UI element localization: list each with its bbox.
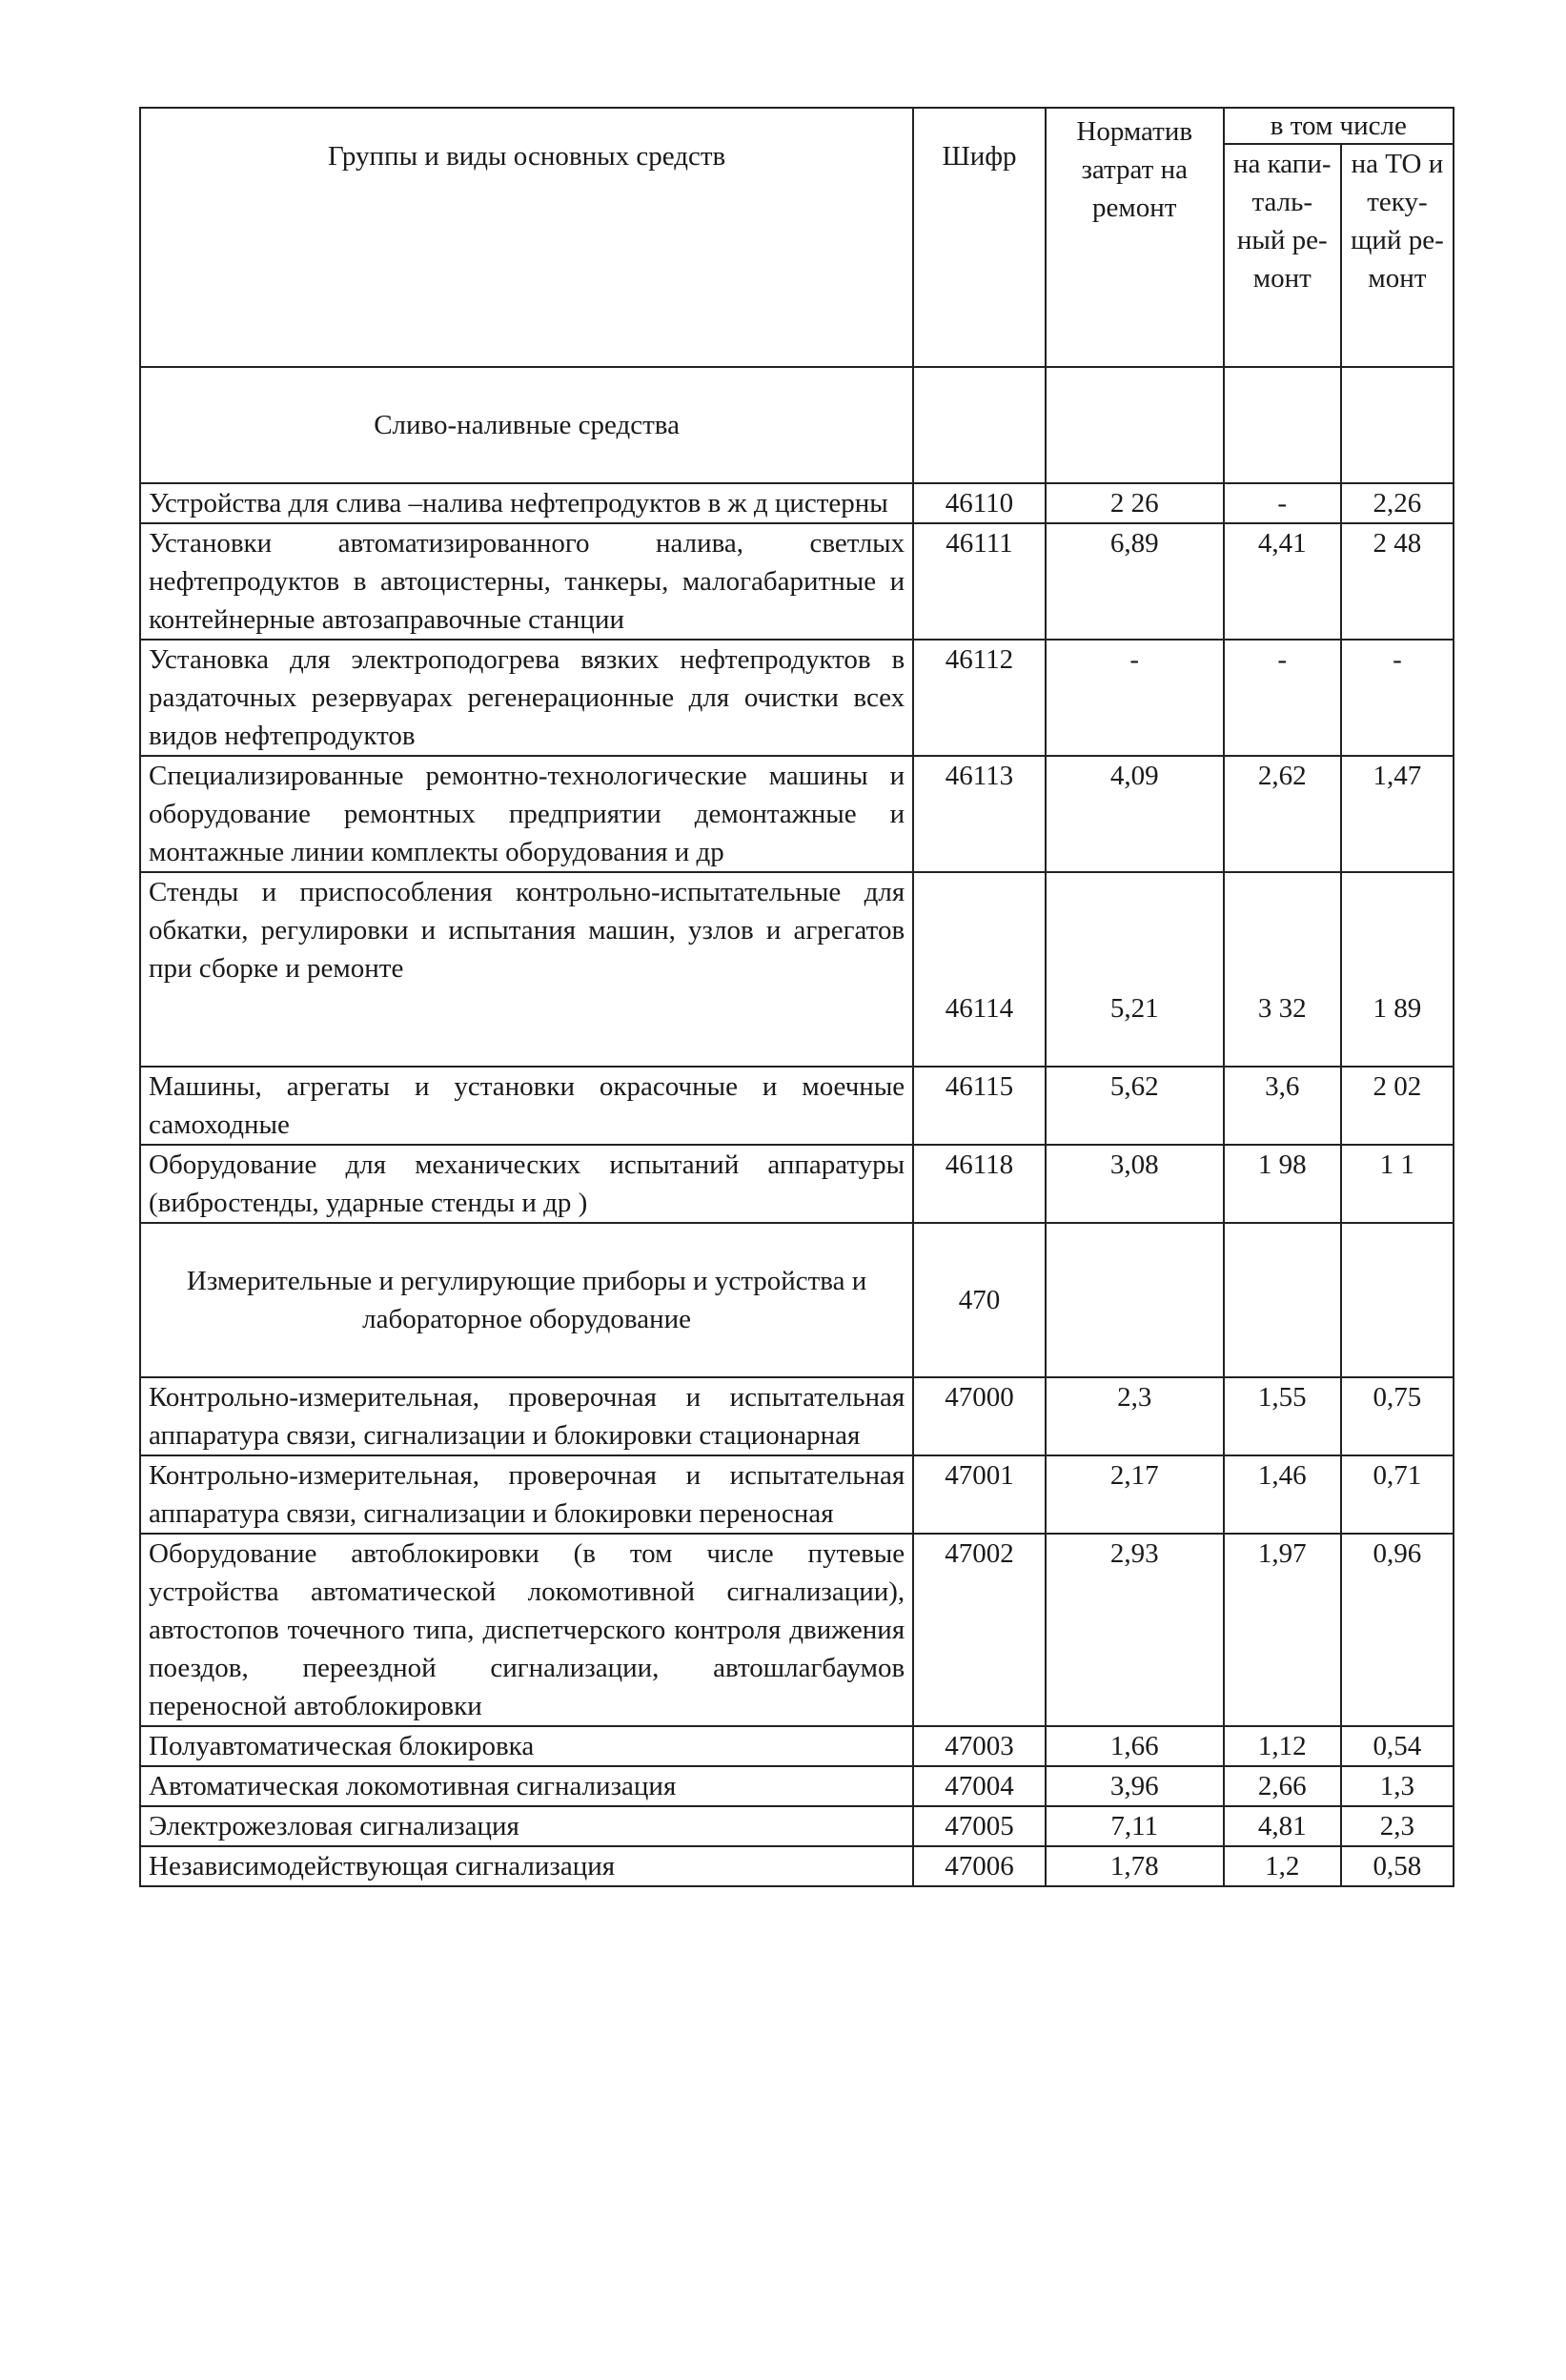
row-current: 0,75 — [1341, 1377, 1454, 1455]
row-norm: 3,96 — [1046, 1766, 1224, 1806]
header-capital-repair: на капи-таль-ный ре-монт — [1224, 144, 1341, 367]
row-name: Оборудование автоблокировки (в том числе путевые устройства автоматической локомотивной сигнализации), автостопов точечного типа, диспетчерского контроля движения поездов, переездной сигнализации, автошлагбаумов переносной автоблокировки — [140, 1534, 913, 1726]
row-name: Автоматическая локомотивная сигнализация — [140, 1766, 913, 1806]
row-name: Контрольно-измерительная, проверочная и испытательная аппаратура связи, сигнализации и блокировки стационарная — [140, 1377, 913, 1455]
row-capital: 3 32 — [1224, 872, 1341, 1067]
row-norm: 7,11 — [1046, 1806, 1224, 1846]
row-capital: 1,97 — [1224, 1534, 1341, 1726]
row-code: 46114 — [913, 872, 1046, 1067]
row-code: 47000 — [913, 1377, 1046, 1455]
header-current-repair: на ТО и теку-щий ре-монт — [1341, 144, 1454, 367]
row-norm: 2,17 — [1046, 1455, 1224, 1534]
section-title-text: Измерительные и регулирующие приборы и устройства и лабораторное оборудование — [186, 1266, 867, 1334]
table-row — [140, 483, 1454, 523]
row-capital: 1 98 — [1224, 1145, 1341, 1223]
row-current: 0,58 — [1341, 1846, 1454, 1886]
table-row — [140, 1846, 1454, 1886]
table-row — [140, 1726, 1454, 1766]
row-current: 1 1 — [1341, 1145, 1454, 1223]
row-capital: 4,41 — [1224, 523, 1341, 640]
table-row — [140, 1145, 1454, 1223]
table-row — [140, 1455, 1454, 1534]
row-name: Устройства для слива –налива нефтепродуктов в ж д цистерны — [140, 483, 913, 523]
row-current: 1 89 — [1341, 872, 1454, 1067]
row-code: 46111 — [913, 523, 1046, 640]
row-name: Электрожезловая сигнализация — [140, 1806, 913, 1846]
row-code: 46112 — [913, 640, 1046, 756]
row-capital: - — [1224, 640, 1341, 756]
row-norm: 1,66 — [1046, 1726, 1224, 1766]
header-name: Группы и виды основных средств — [140, 108, 913, 367]
row-capital: - — [1224, 483, 1341, 523]
table-row — [140, 872, 1454, 1067]
section-code — [913, 367, 1046, 483]
row-norm: 2,93 — [1046, 1534, 1224, 1726]
row-name: Машины, агрегаты и установки окрасочные и моечные самоходные — [140, 1067, 913, 1145]
row-norm: 1,78 — [1046, 1846, 1224, 1886]
row-norm: 5,21 — [1046, 872, 1224, 1067]
row-code: 47005 — [913, 1806, 1046, 1846]
row-norm: 3,08 — [1046, 1145, 1224, 1223]
row-name: Полуавтоматическая блокировка — [140, 1726, 913, 1766]
row-norm: - — [1046, 640, 1224, 756]
table-row — [140, 523, 1454, 640]
row-capital: 4,81 — [1224, 1806, 1341, 1846]
row-name: Установки автоматизированного налива, светлых нефтепродуктов в автоцистерны, танкеры, малогабаритные и контейнерные автозаправочные станции — [140, 523, 913, 640]
header-code: Шифр — [913, 108, 1046, 367]
row-current: 0,71 — [1341, 1455, 1454, 1534]
table-row — [140, 1067, 1454, 1145]
row-current: 2 48 — [1341, 523, 1454, 640]
row-code: 47004 — [913, 1766, 1046, 1806]
row-current: 2 02 — [1341, 1067, 1454, 1145]
table-row — [140, 756, 1454, 872]
row-code: 46113 — [913, 756, 1046, 872]
row-code: 47002 — [913, 1534, 1046, 1726]
row-current: 1,3 — [1341, 1766, 1454, 1806]
row-capital: 2,62 — [1224, 756, 1341, 872]
row-code: 47006 — [913, 1846, 1046, 1886]
row-current: 2,3 — [1341, 1806, 1454, 1846]
row-name: Специализированные ремонтно-технологические машины и оборудование ремонтных предприятии демонтажные и монтажные линии комплекты оборудования и др — [140, 756, 913, 872]
header-norm: Норматив затрат на ремонт — [1046, 108, 1224, 367]
table-row — [140, 640, 1454, 756]
row-norm: 6,89 — [1046, 523, 1224, 640]
row-name: Независимодействующая сигнализация — [140, 1846, 913, 1886]
row-norm: 4,09 — [1046, 756, 1224, 872]
table-row — [140, 1766, 1454, 1806]
row-current: 0,54 — [1341, 1726, 1454, 1766]
row-capital: 3,6 — [1224, 1067, 1341, 1145]
row-code: 46115 — [913, 1067, 1046, 1145]
row-current: 2,26 — [1341, 483, 1454, 523]
row-name: Стенды и приспособления контрольно-испытательные для обкатки, регулировки и испытания машин, узлов и агрегатов при сборке и ремонте — [140, 872, 913, 1067]
repair-norms-table — [139, 107, 1454, 1887]
table-row — [140, 1534, 1454, 1726]
header-including: в том числе — [1224, 108, 1454, 144]
row-norm: 2,3 — [1046, 1377, 1224, 1455]
row-capital: 1,46 — [1224, 1455, 1341, 1534]
section-title: Сливо-наливные средства — [140, 367, 913, 483]
section-code: 470 — [913, 1223, 1046, 1377]
row-capital: 1,55 — [1224, 1377, 1341, 1455]
row-current: 1,47 — [1341, 756, 1454, 872]
row-name: Установка для электроподогрева вязких нефтепродуктов в раздаточных резервуарах регенерационные для очистки всех видов нефтепродуктов — [140, 640, 913, 756]
table-row — [140, 1806, 1454, 1846]
section-title — [140, 1223, 913, 1377]
row-capital: 1,12 — [1224, 1726, 1341, 1766]
row-code: 47001 — [913, 1455, 1046, 1534]
row-code: 46118 — [913, 1145, 1046, 1223]
row-capital: 2,66 — [1224, 1766, 1341, 1806]
row-code: 46110 — [913, 483, 1046, 523]
table-row — [140, 1377, 1454, 1455]
row-norm: 5,62 — [1046, 1067, 1224, 1145]
row-code: 47003 — [913, 1726, 1046, 1766]
row-norm: 2 26 — [1046, 483, 1224, 523]
row-name: Оборудование для механических испытаний аппаратуры (вибростенды, ударные стенды и др ) — [140, 1145, 913, 1223]
row-current: - — [1341, 640, 1454, 756]
row-name: Контрольно-измерительная, проверочная и испытательная аппаратура связи, сигнализации и блокировки переносная — [140, 1455, 913, 1534]
row-current: 0,96 — [1341, 1534, 1454, 1726]
row-capital: 1,2 — [1224, 1846, 1341, 1886]
